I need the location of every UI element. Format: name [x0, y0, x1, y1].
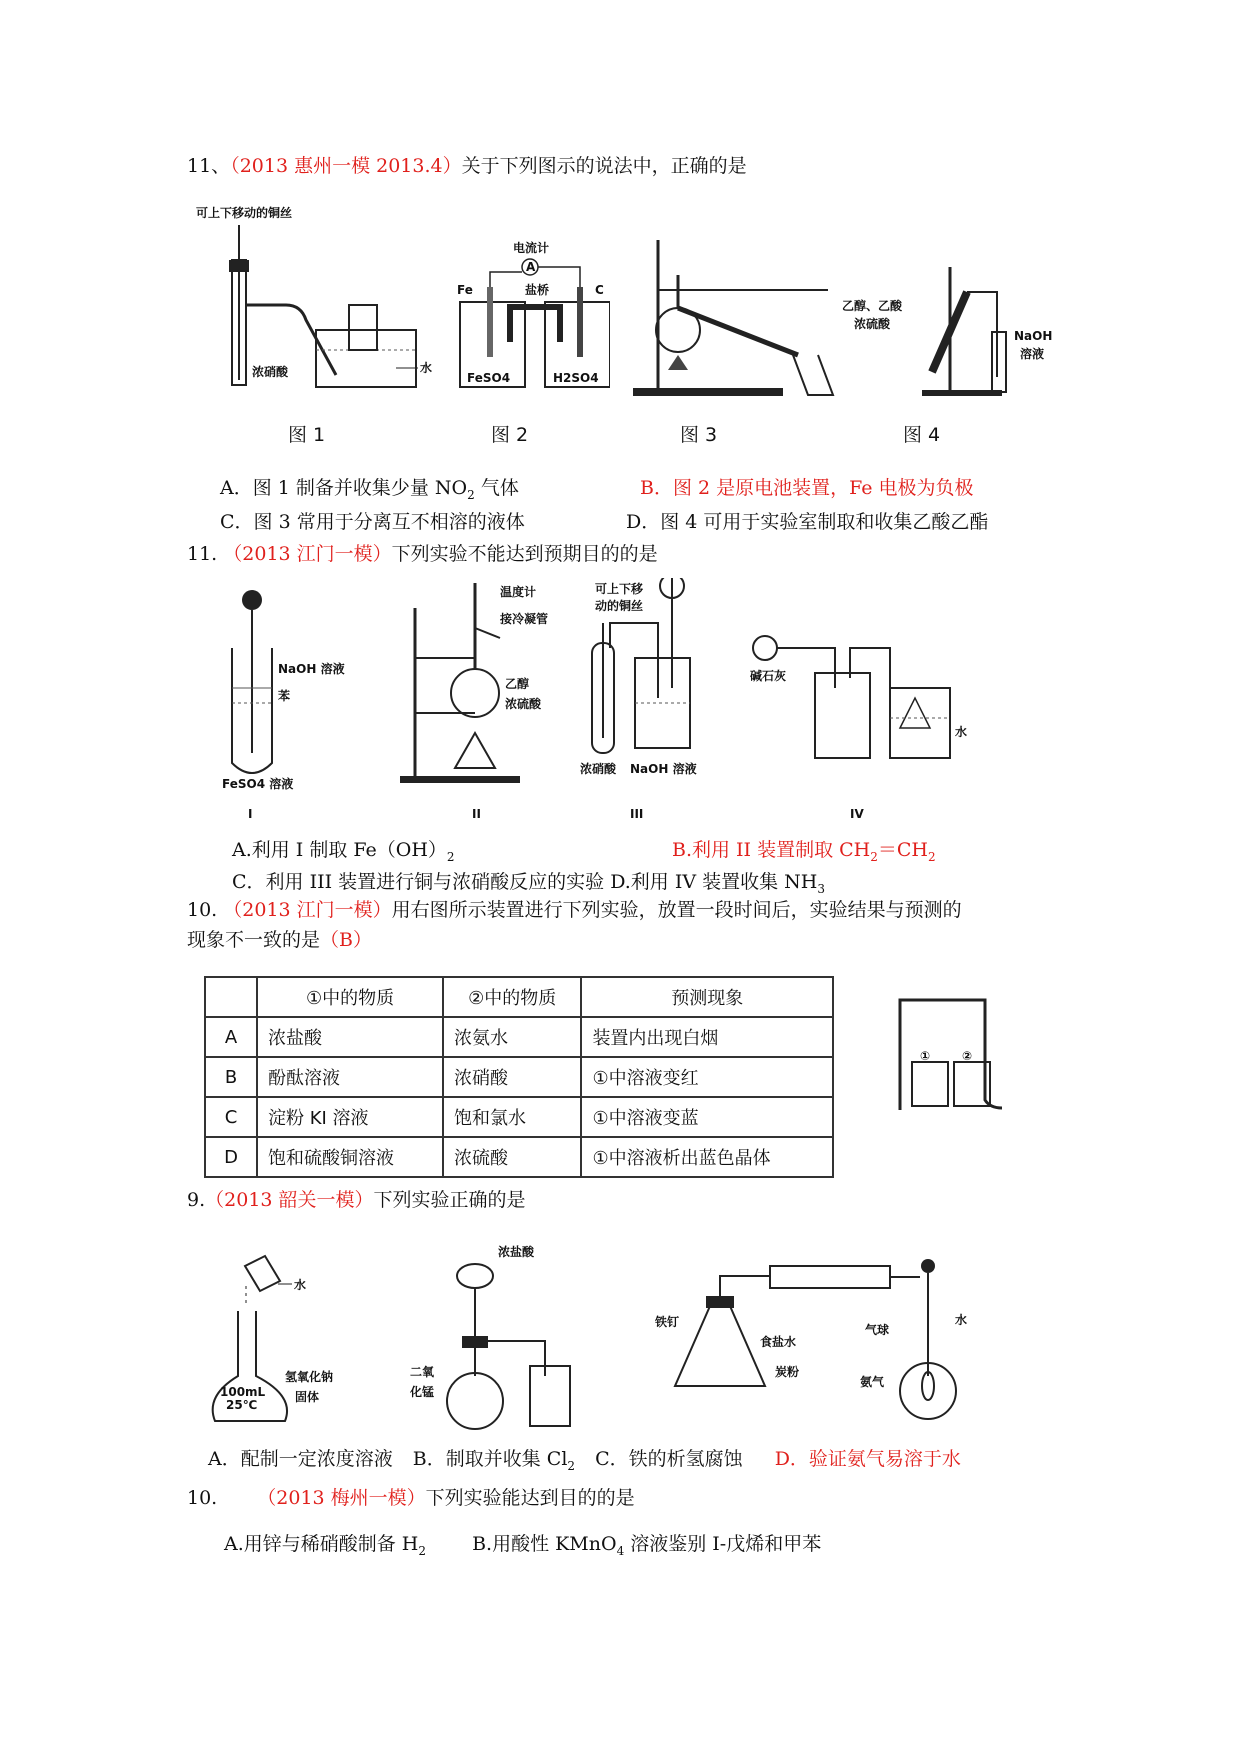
q2-label-water: 水 — [955, 725, 968, 739]
fig1-label-acid: 浓硝酸 — [252, 365, 289, 379]
q5-option-b: B.用酸性 KMnO$_4$ 溶液鉴别 I-戊烯和甲苯 — [472, 1533, 822, 1558]
q5-stem-line — [187, 1486, 635, 1510]
q2-option-b: B.利用 II 装置制取 $CH_2=CH_2$ — [672, 839, 936, 864]
q2-stem-line — [187, 542, 658, 566]
table-cell: 浓硝酸 — [443, 1057, 581, 1097]
q3-source: （2013 江门一模） — [223, 899, 392, 921]
q4-label-balloon: 气球 — [865, 1323, 890, 1337]
q3-number: 10. — [187, 899, 218, 921]
q4-stem: 下列实验正确的是 — [373, 1189, 526, 1211]
q4-number: 9. — [187, 1189, 206, 1211]
q4-option-b: B．制取并收集 $Cl_2$ — [412, 1448, 576, 1473]
q4-apparatus-a — [213, 1256, 333, 1421]
q2-roman-1: I — [248, 807, 253, 821]
q3-stem-1: 用右图所示装置进行下列实验，放置一段时间后，实验结果与预测的 — [391, 899, 962, 921]
fig2-label-c: C — [595, 283, 604, 297]
table-row — [205, 1097, 833, 1137]
q4-option-a: A．配制一定浓度溶液 — [208, 1448, 393, 1470]
table-cell: ①中溶液变蓝 — [581, 1097, 833, 1137]
q4-apparatus-b — [409, 1244, 570, 1429]
q1-option-d: D．图 4 可用于实验室制取和收集乙酸乙酯 — [626, 511, 989, 533]
table-cell: B — [205, 1057, 257, 1097]
q3-bell-jar-figure — [890, 990, 1010, 1115]
q1-figure-3 — [628, 230, 838, 400]
q3-beaker-label-1: ① — [920, 1049, 931, 1063]
q2-roman-3: III — [630, 807, 644, 821]
q1-stem-line — [187, 154, 747, 178]
q1-stem: 关于下列图示的说法中，正确的是 — [461, 155, 747, 177]
q2-label-feso4: FeSO4 溶液 — [222, 777, 294, 791]
q1-number: 11、 — [187, 155, 231, 177]
q2-label-hno3: 浓硝酸 — [580, 762, 617, 776]
table-header-cell — [205, 977, 257, 1017]
q2-label-h2so4: 浓硫酸 — [505, 697, 542, 711]
table-cell: 浓盐酸 — [257, 1017, 443, 1057]
table-cell: 浓氨水 — [443, 1017, 581, 1057]
fig2-label-feso4: FeSO4 — [467, 371, 511, 385]
fig2-label-bridge: 盐桥 — [525, 283, 550, 297]
fig2-label-meter: 电流计 — [513, 241, 550, 255]
q4-label-salt: 食盐水 — [760, 1335, 797, 1349]
q2-apparatus-4 — [750, 636, 967, 821]
q1-source: （2013 惠州一模 2013.4） — [230, 155, 462, 177]
q2-label-ethanol: 乙醇 — [505, 677, 530, 691]
q2-roman-4: IV — [850, 807, 864, 821]
table-cell: ①中溶液变红 — [581, 1057, 833, 1097]
q3-table — [204, 976, 834, 1178]
q2-label-condenser: 接冷凝管 — [500, 612, 549, 626]
fig4-label-reagents-1: 乙醇、乙酸 — [842, 299, 903, 313]
table-cell: C — [205, 1097, 257, 1137]
q1-caption-4: 图 4 — [903, 424, 941, 446]
q1-option-c: C．图 3 常用于分离互不相溶的液体 — [220, 511, 525, 533]
table-cell: 浓硫酸 — [443, 1137, 581, 1177]
table-header-cell: 预测现象 — [581, 977, 833, 1017]
q2-stem: 下列实验不能达到预期目的的是 — [391, 543, 658, 565]
q4-label-hcl: 浓盐酸 — [498, 1245, 535, 1259]
q2-figures — [210, 578, 1030, 823]
fig1-label-cu-wire: 可上下移动的铜丝 — [196, 206, 293, 220]
q3-answer: （B） — [320, 929, 372, 951]
table-cell: D — [205, 1137, 257, 1177]
q5-number: 10. — [187, 1487, 218, 1509]
q2-label-lime: 碱石灰 — [750, 669, 787, 683]
q2-option-a: A.利用 I 制取 $Fe(OH)_2$ — [232, 839, 455, 864]
q1-caption-3: 图 3 — [680, 424, 718, 446]
fig4-label-naoh-1: NaOH — [1014, 329, 1053, 343]
q4-option-d: D．验证氨气易溶于水 — [774, 1448, 961, 1470]
table-cell: 淀粉 KI 溶液 — [257, 1097, 443, 1137]
q3-stem-2: 现象不一致的是 — [187, 929, 321, 951]
q2-label-naoh: NaOH 溶液 — [278, 662, 345, 676]
fig2-label-A: A — [526, 260, 536, 274]
table-header-cell: ②中的物质 — [443, 977, 581, 1017]
q4-label-water: 水 — [294, 1278, 307, 1292]
table-header-row — [205, 977, 833, 1017]
q2-label-cu-wire-2: 动的铜丝 — [595, 599, 644, 613]
table-row — [205, 1057, 833, 1097]
q2-label-naoh-2: NaOH 溶液 — [630, 762, 697, 776]
q2-roman-2: II — [472, 807, 481, 821]
table-header-cell: ①中的物质 — [257, 977, 443, 1017]
table-cell: 饱和氯水 — [443, 1097, 581, 1137]
q4-apparatus-d — [860, 1259, 967, 1419]
q2-label-cu-wire-1: 可上下移 — [595, 582, 644, 596]
table-cell: 酚酞溶液 — [257, 1057, 443, 1097]
q2-option-d: D.利用 IV 装置收集 $NH_3$ — [610, 871, 825, 896]
fig1-label-water: 水 — [420, 361, 433, 375]
q2-number: 11. — [187, 543, 218, 565]
q2-source: （2013 江门一模） — [223, 543, 392, 565]
q2-label-benzene: 苯 — [278, 689, 291, 703]
q2-apparatus-1 — [222, 590, 345, 821]
q4-label-flask-1: 100mL — [220, 1385, 266, 1399]
q5-option-a: A.用锌与稀硝酸制备 $H_2$ — [224, 1533, 427, 1558]
table-row — [205, 1137, 833, 1177]
q4-label-naoh-2: 固体 — [295, 1390, 320, 1404]
q2-apparatus-3 — [580, 578, 697, 821]
table-cell: ①中溶液析出蓝色晶体 — [581, 1137, 833, 1177]
fig4-label-reagents-2: 浓硫酸 — [854, 317, 891, 331]
q4-label-carbon: 炭粉 — [775, 1365, 800, 1379]
q2-apparatus-2 — [400, 583, 548, 821]
q4-options — [208, 1447, 961, 1478]
q4-label-naoh-1: 氢氧化钠 — [285, 1370, 334, 1384]
table-cell: 饱和硫酸铜溶液 — [257, 1137, 443, 1177]
fig2-label-h2so4: H2SO4 — [553, 371, 599, 385]
q1-figure-4 — [842, 262, 1067, 397]
q4-stem-line — [187, 1188, 526, 1212]
q5-source: （2013 梅州一模） — [257, 1487, 426, 1509]
table-cell: A — [205, 1017, 257, 1057]
q1-option-a: A．图 1 制备并收集少量 $NO_2$ 气体 — [220, 477, 519, 502]
q4-figures — [200, 1236, 1080, 1436]
fig4-label-naoh-2: 溶液 — [1020, 347, 1045, 361]
q1-caption-2: 图 2 — [491, 424, 529, 446]
q4-source: （2013 韶关一模） — [205, 1189, 374, 1211]
q4-label-water-2: 水 — [955, 1313, 968, 1327]
q1-figure-2 — [455, 232, 610, 397]
q3-stem-line-2 — [187, 928, 372, 952]
q4-label-flask-2: 25℃ — [226, 1398, 258, 1412]
q2-option-cd — [232, 870, 825, 901]
fig2-label-fe: Fe — [457, 283, 473, 297]
q2-option-c: C．利用 III 装置进行铜与浓硝酸反应的实验 — [232, 871, 605, 893]
q4-option-c: C．铁的析氢腐蚀 — [595, 1448, 743, 1470]
q5-options — [224, 1532, 821, 1563]
q3-stem-line-1 — [187, 898, 962, 922]
q4-label-mno2-2: 化锰 — [410, 1385, 435, 1399]
q4-label-nail: 铁钉 — [655, 1315, 680, 1329]
q5-stem: 下列实验能达到目的的是 — [425, 1487, 635, 1509]
q1-figure-1 — [196, 200, 436, 395]
q4-label-mno2-1: 二氧 — [410, 1365, 435, 1379]
q3-beaker-label-2: ② — [962, 1049, 973, 1063]
q1-option-b: B．图 2 是原电池装置，Fe 电极为负极 — [640, 477, 974, 499]
table-cell: 装置内出现白烟 — [581, 1017, 833, 1057]
q2-label-thermo: 温度计 — [500, 585, 537, 599]
q4-label-ammonia: 氨气 — [860, 1375, 885, 1389]
table-row — [205, 1017, 833, 1057]
q1-caption-1: 图 1 — [288, 424, 326, 446]
